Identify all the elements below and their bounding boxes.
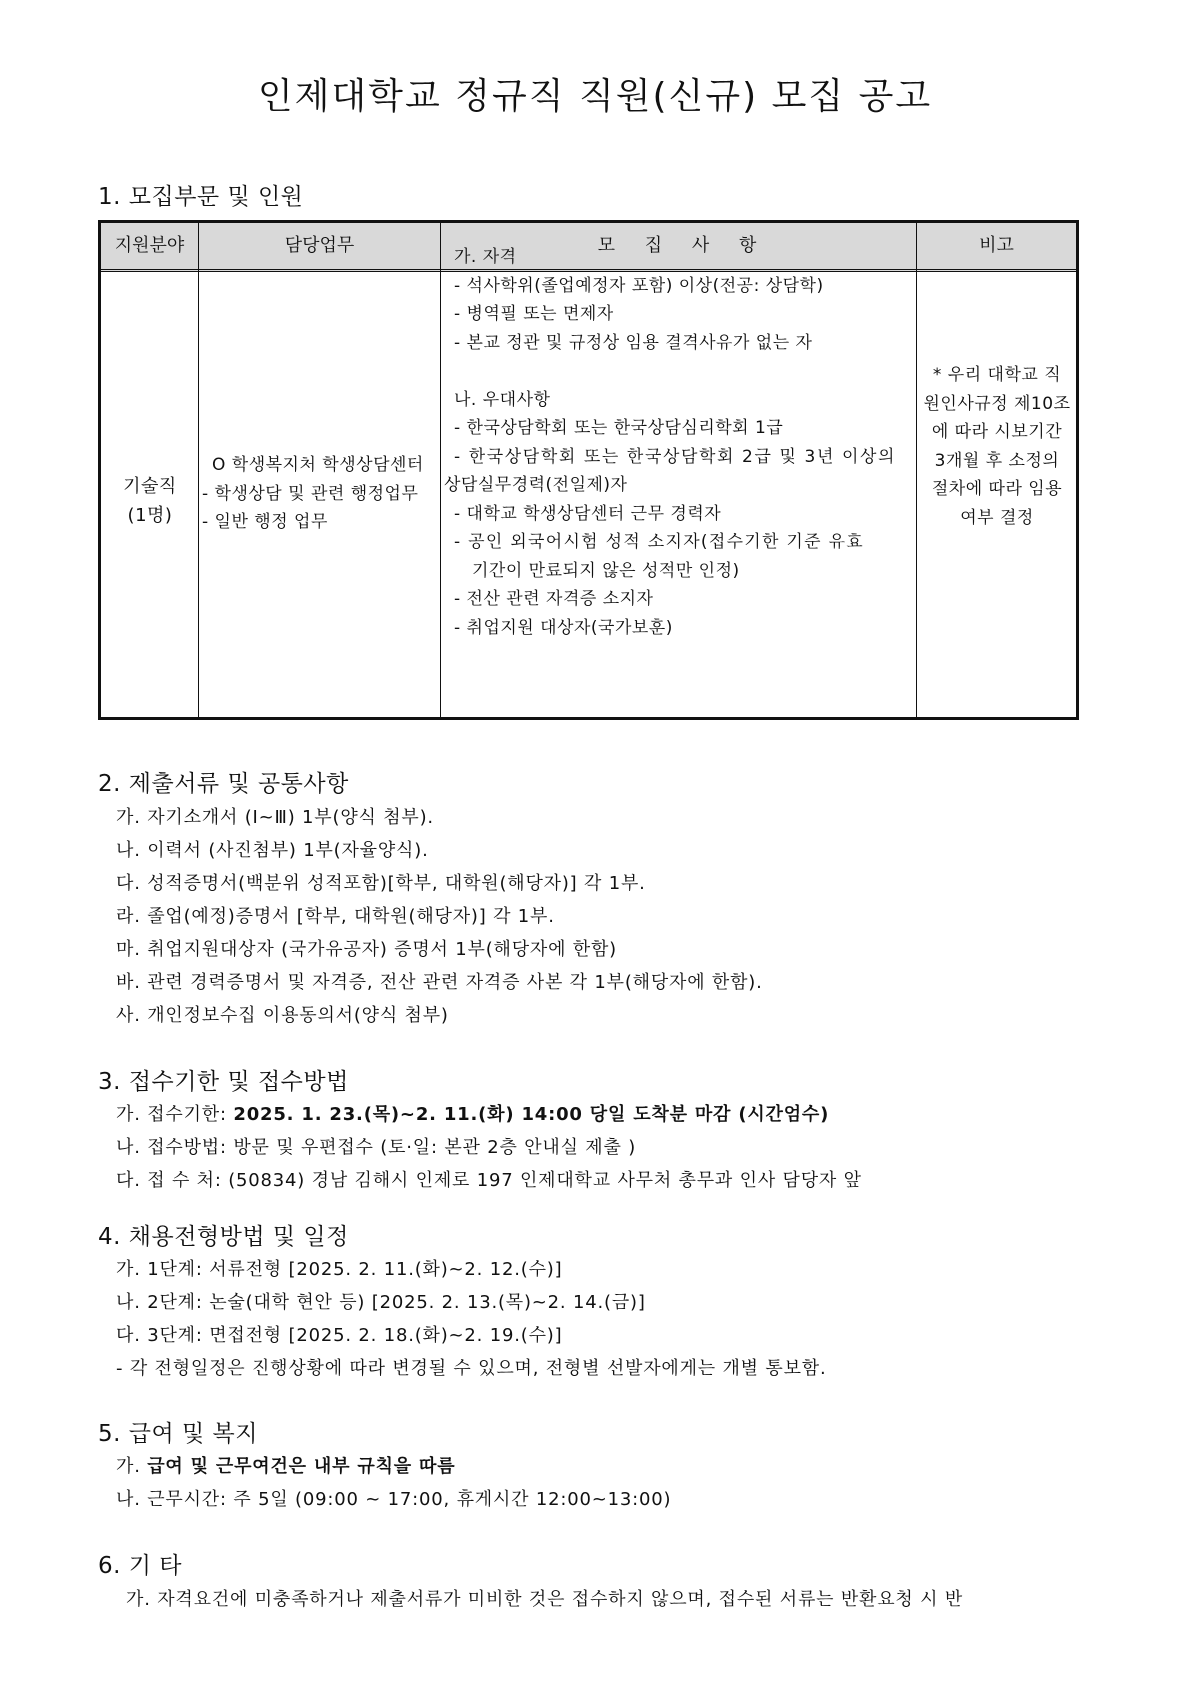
document-item: 다. 성적증명서(백분위 성적포함)[학부, 대학원(해당자)] 각 1부. [116, 873, 646, 894]
duties-cell [202, 451, 440, 537]
section-3-heading: 3. 접수기한 및 접수방법 [98, 1069, 349, 1095]
section-4-heading: 4. 채용전형방법 및 일정 [98, 1224, 349, 1250]
section-6-heading: 6. 기 타 [98, 1553, 183, 1579]
header-requirements: 모 집 사 항 [597, 235, 760, 256]
qualification-item: - 본교 정관 및 규정상 임용 결격사유가 없는 자 [454, 332, 813, 353]
section-5-heading: 5. 급여 및 복지 [98, 1421, 258, 1447]
deadline-line [116, 1100, 829, 1126]
field-count: (1명) [127, 504, 173, 526]
document-item: 마. 취업지원대상자 (국가유공자) 증명서 1부(해당자에 한함) [116, 939, 617, 960]
preference-item-cont: 상담실무경력(전일제)자 [444, 475, 628, 495]
schedule-item: 가. 1단계: 서류전형 [2025. 2. 11.(화)~2. 12.(수)] [116, 1259, 563, 1280]
document-item: 바. 관련 경력증명서 및 자격증, 전산 관련 자격증 사본 각 1부(해당자에 한함). [116, 972, 763, 993]
preference-item: - 한국상담학회 또는 한국상담심리학회 1급 [454, 418, 784, 438]
document-item: 나. 이력서 (사진첨부) 1부(자율양식). [116, 840, 429, 861]
recruitment-table [98, 220, 1079, 720]
address-line: 다. 접 수 처: (50834) 경남 김해시 인제로 197 인제대학교 사무처 총무과 인사 담당자 앞 [116, 1170, 862, 1191]
duty-item: - 학생상담 및 관련 행정업무 [202, 483, 419, 504]
preference-item-cont: 기간이 만료되지 않은 성적만 인정) [472, 560, 740, 581]
deadline-value: 2025. 1. 23.(목)~2. 11.(화) 14:00 당일 도착분 마감 (시간엄수) [233, 1104, 830, 1125]
duty-item: O 학생복지처 학생상담센터 [212, 455, 424, 475]
page-title: 인제대학교 정규직 직원(신규) 모집 공고 [257, 76, 933, 117]
note-line: 여부 결정 [960, 507, 1034, 528]
section-1-heading: 1. 모집부문 및 인원 [98, 184, 304, 210]
document-item: 사. 개인정보수집 이용동의서(양식 첨부) [116, 1005, 449, 1026]
qualification-title: 가. 자격 [454, 247, 517, 267]
field-name: 기술직 [123, 476, 177, 497]
header-note: 비고 [979, 235, 1014, 256]
preference-item: - 전산 관련 자격증 소지자 [454, 589, 654, 609]
schedule-item: 다. 3단계: 면접전형 [2025. 2. 18.(화)~2. 19.(수)] [116, 1325, 563, 1346]
field-cell [101, 473, 199, 530]
preference-item: - 공인 외국어시험 성적 소지자(접수기한 기준 유효 [454, 532, 865, 552]
schedule-item: 나. 2단계: 논술(대학 현안 등) [2025. 2. 13.(목)~2. 14.(금)] [116, 1292, 646, 1313]
header-field: 지원분야 [114, 235, 185, 256]
preference-item: - 한국상담학회 또는 한국상담학회 2급 및 3년 이상의 [454, 446, 897, 467]
note-cell [918, 361, 1076, 532]
qualification-item: - 석사학위(졸업예정자 포함) 이상(전공: 상담학) [454, 275, 824, 296]
misc-item: 가. 자격요건에 미충족하거나 제출서류가 미비한 것은 접수하지 않으며, 접수된 서류는 반환요청 시 반 [126, 1589, 964, 1610]
header-duties: 담당업무 [284, 235, 355, 256]
schedule-note: - 각 전형일정은 진행상황에 따라 변경될 수 있으며, 전형별 선발자에게는 개별 통보함. [116, 1358, 827, 1379]
deadline-label: 가. 접수기한: [116, 1104, 234, 1125]
qualification-item: - 병역필 또는 면제자 [454, 304, 614, 324]
document-item: 가. 자기소개서 (Ⅰ~Ⅲ) 1부(양식 첨부). [116, 807, 434, 828]
note-line: 3개월 후 소정의 [934, 450, 1060, 471]
section-2-heading: 2. 제출서류 및 공통사항 [98, 771, 349, 797]
preference-item: - 취업지원 대상자(국가보훈) [454, 617, 673, 638]
preference-item: - 대학교 학생상담센터 근무 경력자 [454, 503, 722, 524]
duty-item: - 일반 행정 업무 [202, 512, 328, 532]
method-line: 나. 접수방법: 방문 및 우편접수 (토·일: 본관 2층 안내실 제출 ) [116, 1137, 637, 1158]
preference-title: 나. 우대사항 [454, 389, 551, 410]
note-line: 에 따라 시보기간 [931, 422, 1063, 442]
pay-label: 가. [116, 1456, 148, 1477]
pay-line [116, 1452, 455, 1478]
note-line: 원인사규정 제10조 [923, 393, 1071, 414]
document-item: 라. 졸업(예정)증명서 [학부, 대학원(해당자)] 각 1부. [116, 906, 555, 927]
requirements-cell [444, 243, 916, 642]
pay-value: 급여 및 근무여건은 내부 규칙을 따름 [147, 1456, 456, 1477]
note-line: 절차에 따라 임용 [931, 479, 1063, 499]
note-line: * 우리 대학교 직 [932, 365, 1062, 385]
hours-line: 나. 근무시간: 주 5일 (09:00 ~ 17:00, 휴게시간 12:00~13:00) [116, 1489, 672, 1510]
